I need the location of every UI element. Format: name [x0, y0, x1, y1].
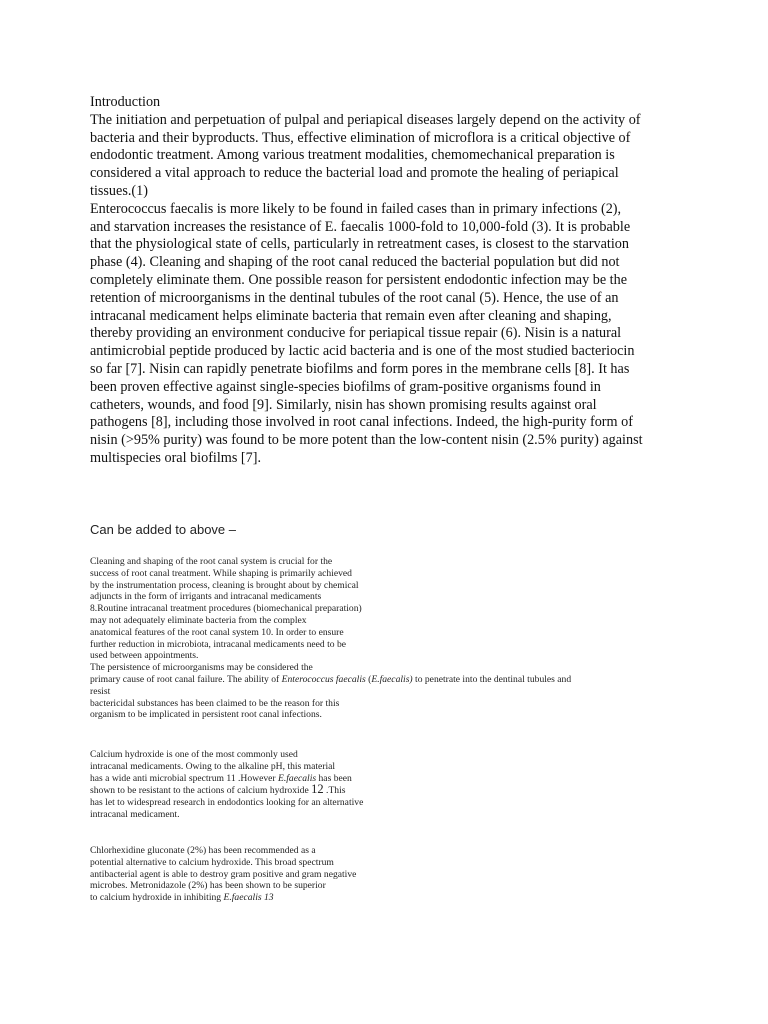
text-line: tissues.(1): [90, 182, 148, 199]
text-line: anatomical features of the root canal system 10. In order to ensure: [90, 626, 344, 638]
text-run: to penetrate into the dentinal tubules and: [412, 673, 572, 685]
text-line: [90, 784, 710, 797]
text-line: been proven effective against single-species biofilms of gram-positive organisms found in: [90, 378, 601, 395]
text-line: phase (4). Cleaning and shaping of the root canal reduced the bacterial population but did not: [90, 254, 620, 271]
text-line: Cleaning and shaping of the root canal system is crucial for the: [90, 556, 333, 567]
text-line: [90, 674, 710, 686]
addendum-heading: Can be added to above –: [90, 522, 237, 537]
text-line: multispecies oral biofilms [7].: [90, 449, 262, 466]
citation-number: 12: [311, 782, 324, 797]
text-line: has let to widespread research in endodontics looking for an alternative: [90, 797, 364, 809]
text-line: used between appointments.: [90, 650, 199, 662]
species-abbrev: E.faecalis 13: [223, 892, 274, 904]
text-line: that the physiological state of cells, particularly in retreatment cases, is closest to the starvation: [90, 236, 629, 253]
text-run: (: [365, 673, 372, 685]
text-line: bactericidal substances has been claimed to be the reason for this: [90, 697, 340, 709]
text-line: intracanal medicament helps eliminate bacteria that remain even after cleaning and shaping,: [90, 307, 612, 324]
text-line: thereby providing an environment conducive for periapical tissue repair (6). Nisin is a natural: [90, 325, 622, 342]
addendum-paragraph-3: [90, 845, 710, 904]
text-line: by the instrumentation process, cleaning is brought about by chemical: [90, 579, 359, 591]
text-line: and starvation increases the resistance of E. faecalis 1000-fold to 10,000-fold (3). It is probable: [90, 218, 631, 235]
text-line: [90, 892, 710, 904]
text-line: so far [7]. Nisin can rapidly penetrate biofilms and form pores in the membrane cells [8]. It has: [90, 360, 630, 377]
addendum-paragraph-2: [90, 749, 710, 821]
introduction-section: [90, 94, 690, 468]
text-line: may not adequately eliminate bacteria from the complex: [90, 614, 307, 626]
text-line: retention of microorganisms in the dentinal tubules of the root canal (5). Hence, the use of an: [90, 289, 619, 306]
text-run: has a wide anti microbial spectrum 11 .However: [90, 772, 278, 784]
text-line: Calcium hydroxide is one of the most commonly used: [90, 749, 298, 760]
text-line: adjuncts in the form of irrigants and intracanal medicaments: [90, 591, 322, 603]
text-line: pathogens [8], including those involved in root canal infections. Indeed, the high-purity form of: [90, 414, 633, 431]
text-line: considered a vital approach to reduce the bacterial load and promote the healing of periapical: [90, 165, 619, 182]
text-run: shown to be resistant to the actions of calcium hydroxide: [90, 785, 312, 797]
text-run: primary cause of root canal failure. The ability of: [90, 673, 282, 685]
text-line: 8.Routine intracanal treatment procedures (biomechanical preparation): [90, 603, 362, 615]
text-line: potential alternative to calcium hydroxide. This broad spectrum: [90, 856, 334, 868]
species-abbrev: E.faecalis: [278, 772, 317, 784]
text-line: [90, 773, 710, 785]
section-heading: Introduction: [90, 94, 161, 110]
text-line: intracanal medicaments. Owing to the alkaline pH, this material: [90, 760, 336, 772]
text-line: resist: [90, 685, 111, 697]
text-line: bacteria and their byproducts. Thus, effective elimination of microflora is a critical objective of: [90, 129, 631, 146]
text-run: to calcium hydroxide in inhibiting: [90, 892, 224, 904]
text-line: The persistence of microorganisms may be considered the: [90, 662, 313, 674]
text-line: completely eliminate them. One possible reason for persistent endodontic infection may be the: [90, 271, 627, 288]
text-line: further reduction in microbiota, intracanal medicaments need to be: [90, 638, 347, 650]
text-line: microbes. Metronidazole (2%) has been shown to be superior: [90, 880, 326, 892]
text-line: The initiation and perpetuation of pulpal and periapical diseases largely depend on the activity of: [90, 111, 641, 128]
text-line: antimicrobial peptide produced by lactic acid bacteria and is one of the most studied bacteriocin: [90, 343, 635, 360]
text-line: Enterococcus faecalis is more likely to be found in failed cases than in primary infections (2),: [90, 200, 622, 217]
text-run: .This: [323, 785, 346, 797]
text-line: Chlorhexidine gluconate (2%) has been recommended as a: [90, 845, 316, 856]
text-line: intracanal medicament.: [90, 808, 180, 820]
text-line: endodontic treatment. Among various treatment modalities, chemomechanical preparation is: [90, 147, 615, 164]
text-line: success of root canal treatment. While shaping is primarily achieved: [90, 567, 352, 579]
text-line: organism to be implicated in persistent root canal infections.: [90, 709, 322, 721]
text-line: antibacterial agent is able to destroy gram positive and gram negative: [90, 868, 357, 880]
species-abbrev: E.faecalis): [371, 673, 413, 685]
text-line: catheters, wounds, and food [9]. Similarly, nisin has shown promising results against oral: [90, 396, 597, 413]
text-run: has been: [316, 772, 352, 784]
addendum-paragraph-1: [90, 556, 710, 721]
species-name: Enterococcus faecalis: [281, 673, 366, 685]
text-line: nisin (>95% purity) was found to be more potent than the low-content nisin (2.5% purity) against: [90, 432, 643, 449]
